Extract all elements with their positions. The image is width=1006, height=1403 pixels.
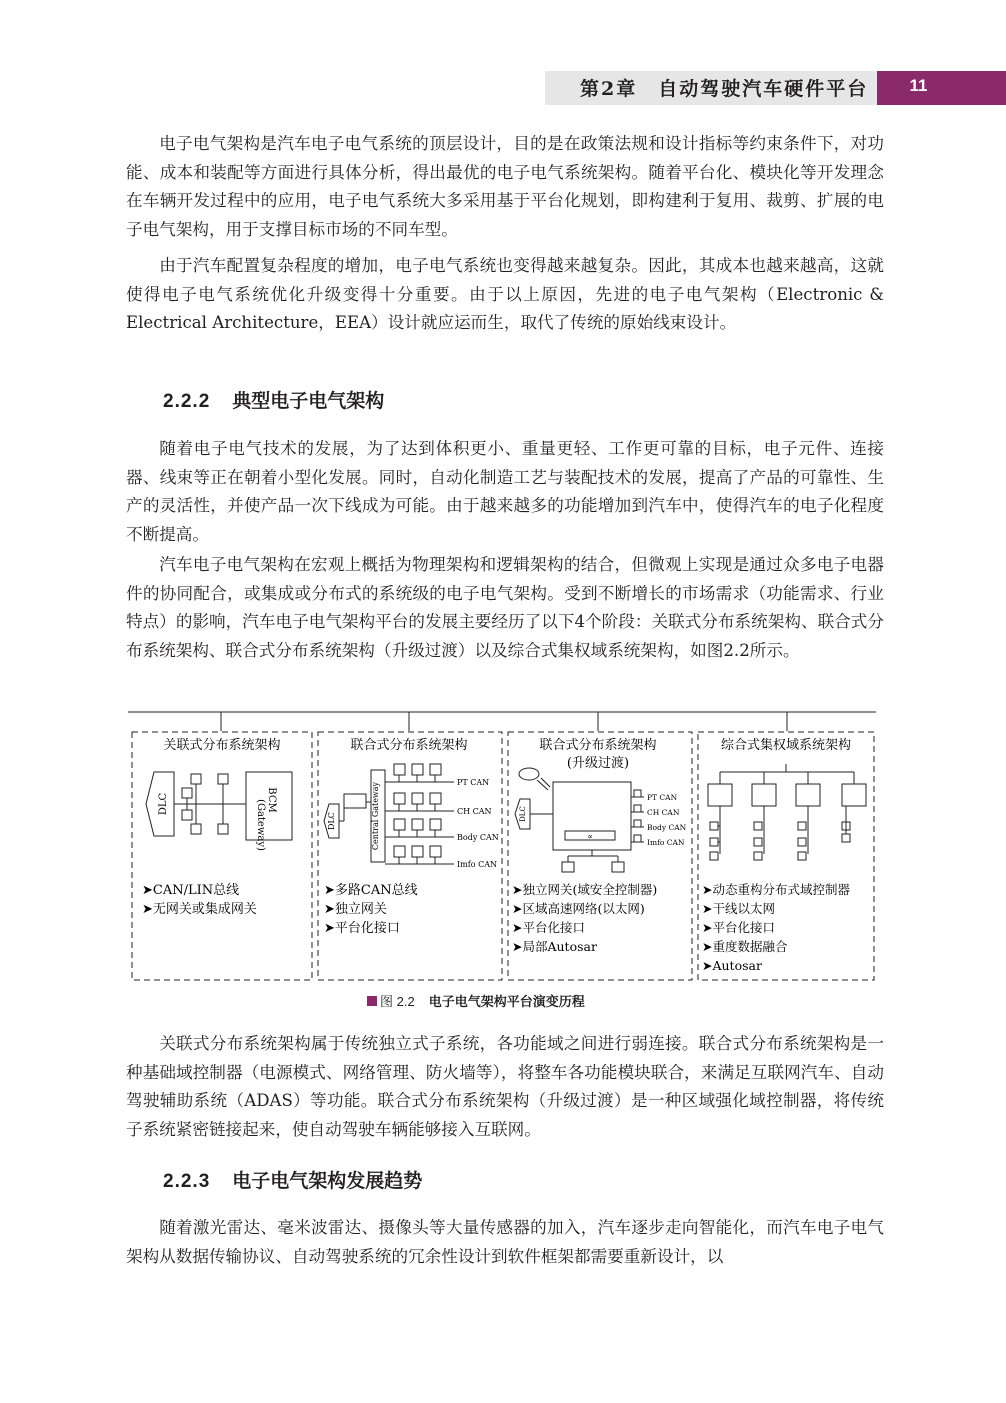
panel3-bus-ch: CH CAN [647,808,680,817]
section-heading-2-2-2 [163,386,384,413]
panel2-bullet-2: ➤独立网关 [324,902,387,917]
panel2-bus-body: Body CAN [457,833,499,842]
panel3-bullet-4: ➤局部Autosar [512,939,597,954]
panel3-title: 联合式分布系统架构 [539,738,657,753]
cloud-icon [519,768,539,780]
panel3-bullet-1: ➤独立网关(域安全控制器) [512,882,658,897]
panel2-bus-ch: CH CAN [457,807,492,816]
panel3-bullet-3: ➤平台化接口 [512,920,585,935]
section-number: 2.2.2 [163,391,211,412]
panel1-dlc-label: DLC [158,792,169,816]
paragraph-4: 汽车电子电气架构在宏观上概括为物理架构和逻辑架构的结合，但微观上实现是通过众多电子电器件的协同配合，或集成或分布式的系统级的电子电气架构。受到不断增长的市场需求（功能需求、行业特点）的影响，汽车电子电气架构平台的发展主要经历了以下4个阶段：关联式分布系统架构、联合式分布系统架构、联合式分布系统架构（升级过渡）以及综合式集权域系统架构，如图2.2所示。 [126,555,884,660]
panel1-bullet-1: ➤CAN/LIN总线 [142,883,240,898]
panel3-subtitle: (升级过渡) [566,756,630,771]
panel4-bullet-4: ➤重度数据融合 [702,939,788,954]
paragraph-5: 关联式分布系统架构属于传统独立式子系统，各功能域之间进行弱连接。联合式分布系统架构是一种基础域控制器（电源模式、网络管理、防火墙等），将整车各功能模块联合，来满足互联网汽车、自动驾驶辅助系统（ADAS）等功能。联合式分布系统架构（升级过渡）是一种区域强化域控制器，将传统子系统紧密链接起来，使自动驾驶车辆能够接入互联网。 [126,1034,884,1139]
panel2-bullet-1: ➤多路CAN总线 [324,883,418,898]
panel3-module-icon: ∝ [587,832,593,841]
paragraph-3: 随着电子电气技术的发展，为了达到体积更小、重量更轻、工作更可靠的目标，电子元件、连接器、线束等正在朝着小型化发展。同时，自动化制造工艺与装配技术的发展，提高了产品的可靠性、生产的灵活性，并使产品一次下线成为可能。由于越来越多的功能增加到汽车中，使得汽车的电子化程度不断提高。 [126,439,884,544]
paragraph-1: 电子电气架构是汽车电子电气系统的顶层设计，目的是在政策法规和设计指标等约束条件下，对功能、成本和装配等方面进行具体分析，得出最优的电子电气系统架构。随着平台化、模块化等开发理念在车辆开发过程中的应用，电子电气系统大多采用基于平台化规划，即构建利于复用、裁剪、扩展的电子电气架构，用于支撑目标市场的不同车型。 [126,134,884,239]
panel4-bullet-2: ➤干线以太网 [702,901,775,916]
panel3-bus-pt: PT CAN [647,793,678,802]
caption-marker-icon [367,996,377,1006]
panel2-title: 联合式分布系统架构 [350,738,468,753]
panel2-dlc-label: DLC [327,812,336,830]
panel2-bus-info: Imfo CAN [457,860,497,869]
panel3-diagram [515,768,644,872]
panel1-bullet-2: ➤无网关或集成网关 [142,902,257,917]
panel4-bullet-3: ➤平台化接口 [702,920,775,935]
panel4-bullet-1: ➤动态重构分布式域控制器 [702,882,850,897]
panel1-gateway-label: (Gateway) [255,799,266,851]
panel1-title: 关联式分布系统架构 [163,738,281,753]
panel3-bus-info: Imfo CAN [647,838,685,847]
panel3-dlc-label: DLC [519,806,527,822]
panel2-bus-pt: PT CAN [457,778,490,787]
running-header-chapter: 第2章 自动驾驶汽车硬件平台 [580,78,869,100]
panel3-bullet-2: ➤区域高速网络(以太网) [512,901,645,916]
panel4-bullet-5: ➤Autosar [702,958,762,973]
section-title: 电子电气架构发展趋势 [232,1170,423,1192]
paragraph-2: 由于汽车配置复杂程度的增加，电子电气系统也变得越来越复杂。因此，其成本也越来越高，这就使得电子电气系统优化升级变得十分重要。由于以上原因，先进的电子电气架构（Electronic & Electrical Architecture，EEA）设计就应运而生，取代了传统的原始线束设计。 [126,256,884,333]
panel4-diagram [708,764,866,860]
section-number: 2.2.3 [163,1171,211,1192]
page-number: 11 [877,71,1006,105]
panel4-title: 综合式集权域系统架构 [720,738,852,753]
panel2-bullet-3: ➤平台化接口 [324,921,400,936]
panel1-bcm-label: BCM [266,787,277,813]
section-heading-2-2-3 [163,1166,422,1193]
panel2-gateway-label: Central Gateway [371,781,380,851]
section-title: 典型电子电气架构 [232,390,385,412]
panel3-bus-body: Body CAN [647,823,687,832]
figure-number: 图 2.2 [380,994,415,1009]
panel2-diagram [324,764,454,864]
figure-caption-text: 电子电气架构平台演变历程 [428,994,585,1009]
figure-caption [367,991,585,1010]
figure-ee-architecture-evolution [128,704,876,984]
paragraph-6: 随着激光雷达、毫米波雷达、摄像头等大量传感器的加入，汽车逐步走向智能化，而汽车电子电气架构从数据传输协议、自动驾驶系统的冗余性设计到软件框架都需要重新设计，以 [126,1218,884,1266]
